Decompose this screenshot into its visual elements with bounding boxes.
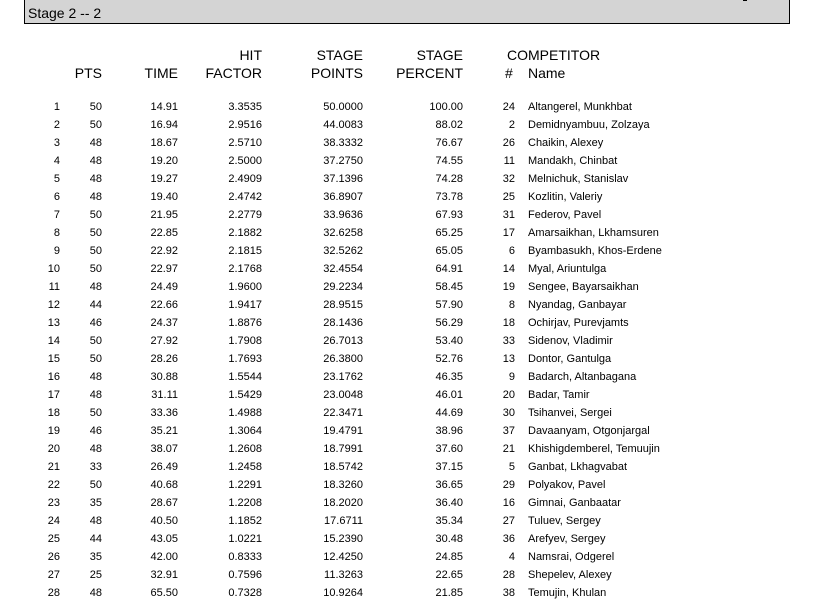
row-competitor-num: 8 — [508, 299, 515, 311]
row-place: 23 — [47, 497, 60, 509]
row-place: 28 — [47, 587, 60, 599]
row-time: 27.92 — [150, 335, 178, 347]
row-stage-points: 37.2750 — [323, 155, 363, 167]
row-pts: 46 — [89, 425, 102, 437]
row-time: 40.68 — [150, 479, 178, 491]
row-competitor-num: 16 — [502, 497, 515, 509]
results-table — [0, 98, 816, 602]
row-time: 24.37 — [150, 317, 178, 329]
row-competitor-num: 26 — [502, 137, 515, 149]
row-hit-factor: 2.4742 — [228, 191, 262, 203]
row-stage-percent: 74.28 — [435, 173, 463, 185]
row-time: 30.88 — [150, 371, 178, 383]
row-stage-percent: 37.15 — [435, 461, 463, 473]
row-time: 31.11 — [151, 389, 178, 401]
row-stage-percent: 37.60 — [435, 443, 463, 455]
row-competitor-num: 32 — [502, 173, 515, 185]
table-row — [0, 242, 816, 260]
row-time: 40.50 — [150, 515, 178, 527]
row-stage-percent: 22.65 — [435, 569, 463, 581]
row-competitor-name: Arefyev, Sergey — [528, 533, 606, 545]
row-hit-factor: 1.3064 — [228, 425, 262, 437]
row-place: 8 — [53, 227, 60, 239]
row-competitor-num: 5 — [508, 461, 515, 473]
row-place: 11 — [48, 281, 60, 293]
row-place: 18 — [47, 407, 60, 419]
table-row — [0, 458, 816, 476]
row-competitor-name: Chaikin, Alexey — [528, 137, 604, 149]
row-stage-points: 12.4250 — [323, 551, 363, 563]
row-hit-factor: 1.5429 — [228, 389, 262, 401]
row-competitor-num: 29 — [502, 479, 515, 491]
row-hit-factor: 1.2208 — [228, 497, 262, 509]
row-pts: 48 — [89, 155, 102, 167]
row-pts: 50 — [89, 335, 102, 347]
row-competitor-name: Khishigdemberel, Temuujin — [528, 443, 660, 455]
table-row — [0, 404, 816, 422]
row-competitor-num: 28 — [502, 569, 515, 581]
row-stage-percent: 30.48 — [435, 533, 463, 545]
row-stage-percent: 65.25 — [435, 227, 463, 239]
row-competitor-num: 30 — [502, 407, 515, 419]
row-place: 17 — [47, 389, 60, 401]
row-place: 9 — [53, 245, 60, 257]
table-row — [0, 512, 816, 530]
row-time: 24.49 — [150, 281, 178, 293]
row-stage-percent: 53.40 — [435, 335, 463, 347]
row-competitor-name: Nyandag, Ganbayar — [528, 299, 627, 311]
row-hit-factor: 1.7693 — [228, 353, 262, 365]
table-row — [0, 224, 816, 242]
row-competitor-name: Shepelev, Alexey — [528, 569, 612, 581]
row-place: 24 — [47, 515, 60, 527]
row-stage-points: 29.2234 — [323, 281, 363, 293]
row-stage-points: 36.8907 — [323, 191, 363, 203]
row-time: 35.21 — [150, 425, 178, 437]
row-pts: 48 — [89, 191, 102, 203]
row-competitor-name: Ochirjav, Purevjamts — [528, 317, 629, 329]
row-competitor-num: 27 — [502, 515, 515, 527]
table-row — [0, 188, 816, 206]
row-time: 19.20 — [150, 155, 178, 167]
row-place: 2 — [53, 119, 60, 131]
row-pts: 48 — [89, 389, 102, 401]
row-competitor-name: Davaanyam, Otgonjargal — [528, 425, 650, 437]
table-row — [0, 386, 816, 404]
row-stage-points: 23.1762 — [323, 371, 363, 383]
row-competitor-num: 4 — [508, 551, 515, 563]
row-hit-factor: 2.1815 — [228, 245, 262, 257]
row-stage-points: 26.3800 — [323, 353, 363, 365]
row-stage-points: 18.7991 — [323, 443, 363, 455]
table-row — [0, 422, 816, 440]
row-time: 22.92 — [150, 245, 178, 257]
row-competitor-num: 25 — [502, 191, 515, 203]
row-competitor-name: Temujin, Khulan — [528, 587, 607, 599]
row-stage-percent: 24.85 — [435, 551, 463, 563]
row-time: 26.49 — [150, 461, 178, 473]
table-row — [0, 368, 816, 386]
table-row — [0, 206, 816, 224]
row-time: 65.50 — [150, 587, 178, 599]
row-stage-percent: 35.34 — [435, 515, 463, 527]
row-stage-percent: 64.91 — [435, 263, 463, 275]
row-competitor-name: Melnichuk, Stanislav — [528, 173, 629, 185]
row-pts: 35 — [89, 497, 102, 509]
row-hit-factor: 1.2608 — [228, 443, 262, 455]
row-competitor-name: Namsrai, Odgerel — [528, 551, 615, 563]
table-row — [0, 530, 816, 548]
row-stage-points: 38.3332 — [323, 137, 363, 149]
row-pts: 50 — [89, 227, 102, 239]
row-stage-percent: 36.65 — [435, 479, 463, 491]
table-row — [0, 278, 816, 296]
row-stage-points: 37.1396 — [323, 173, 363, 185]
row-hit-factor: 2.1882 — [228, 227, 262, 239]
row-stage-points: 28.1436 — [323, 317, 363, 329]
row-stage-points: 18.2020 — [323, 497, 363, 509]
row-stage-points: 17.6711 — [324, 515, 363, 527]
row-place: 5 — [53, 173, 60, 185]
row-time: 38.07 — [150, 443, 178, 455]
row-competitor-num: 18 — [502, 317, 515, 329]
row-time: 43.05 — [150, 533, 178, 545]
row-hit-factor: 0.8333 — [228, 551, 262, 563]
header-stage-points-top: STAGE — [316, 47, 363, 63]
row-competitor-num: 21 — [502, 443, 515, 455]
row-stage-percent: 57.90 — [435, 299, 463, 311]
row-stage-points: 32.5262 — [323, 245, 363, 257]
row-stage-points: 44.0083 — [323, 119, 363, 131]
row-place: 27 — [47, 569, 60, 581]
row-competitor-name: Altangerel, Munkhbat — [528, 101, 632, 113]
row-hit-factor: 0.7596 — [228, 569, 262, 581]
row-place: 10 — [47, 263, 60, 275]
row-competitor-name: Federov, Pavel — [528, 209, 602, 221]
header-competitor: COMPETITOR — [507, 47, 601, 63]
row-stage-points: 28.9515 — [323, 299, 363, 311]
stage-header-bar — [24, 0, 790, 24]
row-time: 19.40 — [150, 191, 178, 203]
row-hit-factor: 2.4909 — [228, 173, 262, 185]
row-competitor-name: Kozlitin, Valeriy — [528, 191, 603, 203]
row-pts: 48 — [89, 137, 102, 149]
row-place: 19 — [47, 425, 60, 437]
row-pts: 48 — [89, 587, 102, 599]
row-pts: 50 — [89, 353, 102, 365]
row-place: 22 — [47, 479, 60, 491]
row-time: 16.94 — [150, 119, 178, 131]
row-time: 18.67 — [150, 137, 178, 149]
row-competitor-num: 14 — [502, 263, 515, 275]
row-competitor-name: Badarch, Altanbagana — [528, 371, 637, 383]
row-time: 21.95 — [150, 209, 178, 221]
row-pts: 50 — [89, 209, 102, 221]
row-competitor-num: 9 — [508, 371, 515, 383]
row-competitor-name: Byambasukh, Khos-Erdene — [528, 245, 662, 257]
row-hit-factor: 1.7908 — [228, 335, 262, 347]
row-place: 13 — [47, 317, 60, 329]
row-place: 25 — [47, 533, 60, 545]
row-time: 14.91 — [150, 101, 178, 113]
row-stage-percent: 73.78 — [435, 191, 463, 203]
header-competitor-num: # — [505, 65, 513, 81]
row-competitor-num: 31 — [502, 209, 515, 221]
row-competitor-name: Tuluev, Sergey — [528, 515, 601, 527]
row-time: 28.26 — [150, 353, 178, 365]
row-stage-percent: 88.02 — [435, 119, 463, 131]
row-stage-points: 32.6258 — [323, 227, 363, 239]
row-place: 21 — [47, 461, 60, 473]
table-row — [0, 116, 816, 134]
row-competitor-num: 36 — [502, 533, 515, 545]
header-stage-points-bottom: POINTS — [310, 65, 363, 81]
row-stage-points: 10.9264 — [323, 587, 363, 599]
row-hit-factor: 1.0221 — [228, 533, 262, 545]
header-time: TIME — [144, 65, 178, 81]
row-competitor-name: Myal, Ariuntulga — [528, 263, 607, 275]
row-pts: 44 — [89, 533, 102, 545]
table-row — [0, 476, 816, 494]
row-pts: 44 — [89, 299, 102, 311]
row-stage-points: 50.0000 — [323, 101, 363, 113]
row-stage-percent: 36.40 — [435, 497, 463, 509]
row-pts: 35 — [89, 551, 102, 563]
row-competitor-num: 20 — [502, 389, 515, 401]
row-competitor-num: 33 — [502, 335, 515, 347]
row-place: 20 — [47, 443, 60, 455]
row-competitor-name: Dontor, Gantulga — [528, 353, 612, 365]
row-pts: 46 — [89, 317, 102, 329]
row-hit-factor: 3.3535 — [228, 101, 262, 113]
row-pts: 33 — [89, 461, 102, 473]
table-row — [0, 314, 816, 332]
row-time: 22.85 — [150, 227, 178, 239]
row-pts: 50 — [89, 101, 102, 113]
row-place: 1 — [53, 101, 60, 113]
row-competitor-name: Tsihanvei, Sergei — [528, 407, 612, 419]
row-stage-points: 23.0048 — [323, 389, 363, 401]
row-hit-factor: 1.9600 — [228, 281, 262, 293]
row-place: 7 — [53, 209, 60, 221]
row-competitor-name: Gimnai, Ganbaatar — [528, 497, 621, 509]
table-row — [0, 440, 816, 458]
row-place: 12 — [47, 299, 60, 311]
row-stage-points: 22.3471 — [323, 407, 363, 419]
row-stage-percent: 38.96 — [435, 425, 463, 437]
row-competitor-num: 38 — [502, 587, 515, 599]
row-competitor-num: 19 — [502, 281, 515, 293]
row-pts: 50 — [89, 263, 102, 275]
row-competitor-num: 17 — [502, 227, 515, 239]
row-competitor-num: 13 — [502, 353, 515, 365]
row-time: 33.36 — [150, 407, 178, 419]
row-stage-points: 26.7013 — [323, 335, 363, 347]
row-stage-percent: 58.45 — [435, 281, 463, 293]
row-competitor-name: Sidenov, Vladimir — [528, 335, 613, 347]
stage-title: Stage 2 -- 2 — [28, 5, 102, 21]
row-competitor-num: 11 — [503, 155, 515, 167]
row-place: 4 — [53, 155, 60, 167]
row-hit-factor: 1.4988 — [228, 407, 262, 419]
table-row — [0, 260, 816, 278]
table-row — [0, 98, 816, 116]
row-place: 15 — [47, 353, 60, 365]
row-competitor-name: Ganbat, Lkhagvabat — [528, 461, 628, 473]
header-stage-percent-top: STAGE — [416, 47, 463, 63]
row-stage-points: 19.4791 — [323, 425, 363, 437]
row-stage-points: 18.3260 — [323, 479, 363, 491]
row-time: 22.66 — [150, 299, 178, 311]
row-pts: 48 — [89, 515, 102, 527]
row-stage-percent: 46.01 — [435, 389, 463, 401]
header-stage-percent-bottom: PERCENT — [396, 65, 463, 81]
row-competitor-name: Mandakh, Chinbat — [528, 155, 618, 167]
row-stage-points: 33.9636 — [323, 209, 363, 221]
table-row — [0, 152, 816, 170]
row-hit-factor: 2.2779 — [228, 209, 262, 221]
row-hit-factor: 2.1768 — [228, 263, 262, 275]
row-competitor-name: Sengee, Bayarsaikhan — [528, 281, 639, 293]
row-pts: 48 — [89, 281, 102, 293]
table-row — [0, 170, 816, 188]
row-pts: 50 — [89, 479, 102, 491]
row-stage-percent: 67.93 — [435, 209, 463, 221]
row-hit-factor: 0.7328 — [228, 587, 262, 599]
row-pts: 25 — [89, 569, 102, 581]
header-competitor-name: Name — [528, 65, 566, 81]
row-place: 16 — [47, 371, 60, 383]
row-competitor-name: Polyakov, Pavel — [528, 479, 606, 491]
row-hit-factor: 1.2458 — [228, 461, 262, 473]
row-hit-factor: 2.9516 — [228, 119, 262, 131]
row-stage-points: 32.4554 — [323, 263, 363, 275]
table-row — [0, 584, 816, 602]
row-time: 32.91 — [150, 569, 178, 581]
row-place: 6 — [53, 191, 60, 203]
row-hit-factor: 2.5000 — [228, 155, 262, 167]
header-hit: HIT — [239, 47, 262, 63]
row-hit-factor: 2.5710 — [228, 137, 262, 149]
row-competitor-num: 2 — [508, 119, 515, 131]
table-row — [0, 134, 816, 152]
row-stage-percent: 52.76 — [435, 353, 463, 365]
row-competitor-name: Badar, Tamir — [528, 389, 590, 401]
row-competitor-num: 24 — [502, 101, 515, 113]
row-hit-factor: 1.9417 — [228, 299, 262, 311]
table-row — [0, 548, 816, 566]
row-time: 22.97 — [150, 263, 178, 275]
row-hit-factor: 1.8876 — [228, 317, 262, 329]
row-pts: 50 — [89, 245, 102, 257]
row-time: 19.27 — [150, 173, 178, 185]
row-competitor-num: 6 — [508, 245, 515, 257]
row-hit-factor: 1.1852 — [228, 515, 262, 527]
row-place: 14 — [47, 335, 60, 347]
row-place: 26 — [47, 551, 60, 563]
row-pts: 48 — [89, 443, 102, 455]
row-time: 42.00 — [150, 551, 178, 563]
header-pts: PTS — [74, 65, 102, 81]
row-stage-percent: 44.69 — [435, 407, 463, 419]
table-row — [0, 494, 816, 512]
table-row — [0, 566, 816, 584]
row-pts: 48 — [89, 173, 102, 185]
row-pts: 50 — [89, 407, 102, 419]
row-competitor-num: 37 — [502, 425, 515, 437]
row-stage-percent: 100.00 — [429, 101, 463, 113]
header-mark — [743, 0, 747, 1]
row-stage-points: 11.3263 — [324, 569, 363, 581]
row-stage-points: 18.5742 — [323, 461, 363, 473]
row-competitor-name: Amarsaikhan, Lkhamsuren — [528, 227, 659, 239]
row-competitor-name: Demidnyambuu, Zolzaya — [528, 119, 650, 131]
table-row — [0, 332, 816, 350]
row-pts: 48 — [89, 371, 102, 383]
row-place: 3 — [53, 137, 60, 149]
row-stage-percent: 74.55 — [435, 155, 463, 167]
table-row — [0, 350, 816, 368]
row-stage-points: 15.2390 — [323, 533, 363, 545]
header-factor: FACTOR — [205, 65, 262, 81]
row-hit-factor: 1.2291 — [228, 479, 262, 491]
row-stage-percent: 65.05 — [435, 245, 463, 257]
row-stage-percent: 56.29 — [435, 317, 463, 329]
row-hit-factor: 1.5544 — [228, 371, 262, 383]
row-stage-percent: 76.67 — [435, 137, 463, 149]
row-time: 28.67 — [150, 497, 178, 509]
table-row — [0, 296, 816, 314]
row-pts: 50 — [89, 119, 102, 131]
row-stage-percent: 21.85 — [435, 587, 463, 599]
row-stage-percent: 46.35 — [435, 371, 463, 383]
